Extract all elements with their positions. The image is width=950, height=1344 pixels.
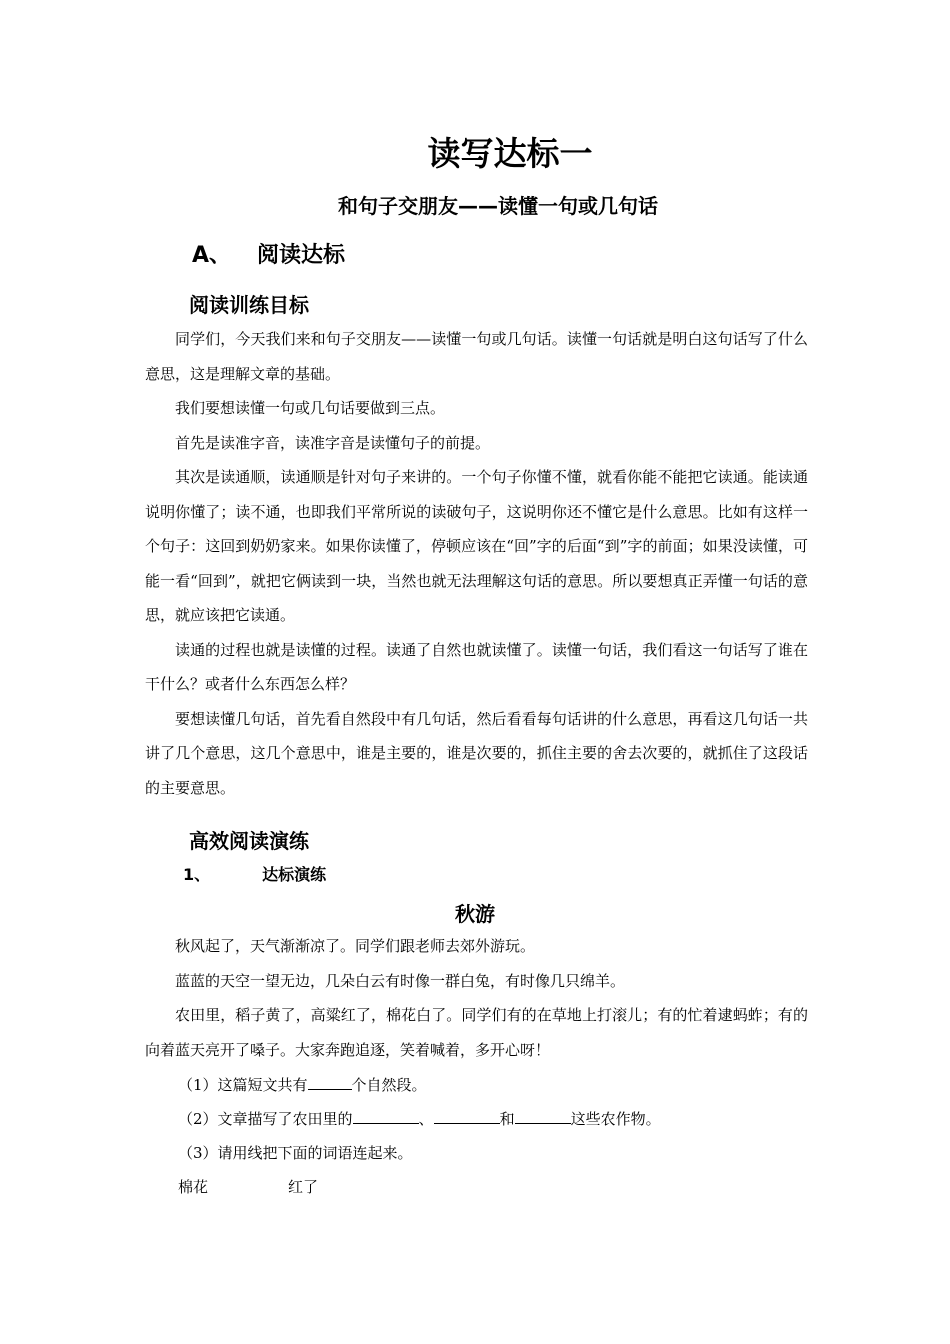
passage-paragraph: 农田里，稻子黄了，高粱红了，棉花白了。同学们有的在草地上打滚儿；有的忙着逮蚂蚱；有的向着蓝天亮开了嗓子。大家奔跑追逐，笑着喊着，多开心呀！ [145, 1006, 808, 1059]
answer-blank[interactable] [434, 1109, 500, 1124]
question-1: （1）这篇短文共有 个自然段。 [178, 1076, 427, 1094]
passage-title: 秋游 [455, 902, 495, 926]
answer-blank[interactable] [353, 1109, 419, 1124]
goal-paragraph: 首先是读准字音，读准字音是读懂句子的前提。 [175, 433, 491, 452]
goal-paragraph: 同学们，今天我们来和句子交朋友——读懂一句或几句话。读懂一句话就是明白这句话写了什么意思，这是理解文章的基础。 [145, 330, 808, 383]
practice-heading: 高效阅读演练 [189, 829, 309, 853]
section-a-number: A、 [192, 243, 232, 268]
exercise-number: 1、 [183, 865, 211, 884]
goal-paragraph: 我们要想读懂一句或几句话要做到三点。 [175, 399, 446, 417]
exercise-heading [183, 862, 326, 885]
passage-paragraph: 秋风起了，天气渐渐凉了。同学们跟老师去郊外游玩。 [175, 937, 536, 955]
section-a-heading [192, 238, 345, 269]
match-word-right: 红了 [288, 1178, 319, 1196]
answer-blank[interactable] [308, 1075, 352, 1090]
answer-blank[interactable] [515, 1109, 571, 1124]
goal-paragraph: 其次是读通顺，读通顺是针对句子来讲的。一个句子你懂不懂，就看你能不能把它读通。能读通说明你懂了；读不通，也即我们平常所说的读破句子，这说明你还不懂它是什么意思。比如有这样一个句子：这回到奶奶家来。如果你读懂了，停顿应该在“回”字的后面“到”字的前面；如果没读懂，可能一看“回到”，就把它俩读到一块，当然也就无法理解这句话的意思。所以要想真正弄懂一句话的意思，就应该把它读通。 [145, 468, 808, 624]
goal-paragraph: 要想读懂几句话，首先看自然段中有几句话，然后看看每句话讲的什么意思，再看这几句话一共讲了几个意思，这几个意思中，谁是主要的，谁是次要的，抓住主要的舍去次要的，就抓住了这段话的主要意思。 [145, 709, 808, 797]
goal-heading: 阅读训练目标 [189, 293, 309, 317]
goal-text-block [145, 322, 808, 805]
page-title: 读写达标一 [427, 134, 593, 173]
exercise-title: 达标演练 [262, 865, 327, 884]
question-3: （3）请用线把下面的词语连起来。 [178, 1144, 413, 1162]
page-subtitle: 和句子交朋友——读懂一句或几句话 [338, 194, 658, 218]
goal-paragraph: 读通的过程也就是读懂的过程。读通了自然也就读懂了。读懂一句话，我们看这一句话写了谁在干什么？或者什么东西怎么样？ [145, 640, 808, 693]
question-2: （2）文章描写了农田里的 、 和 这些农作物。 [178, 1110, 661, 1128]
passage-text-block [145, 929, 808, 1067]
section-a-title: 阅读达标 [257, 243, 346, 268]
match-word-left: 棉花 [178, 1178, 209, 1196]
passage-paragraph: 蓝蓝的天空一望无边，几朵白云有时像一群白兔，有时像几只绵羊。 [175, 971, 626, 990]
